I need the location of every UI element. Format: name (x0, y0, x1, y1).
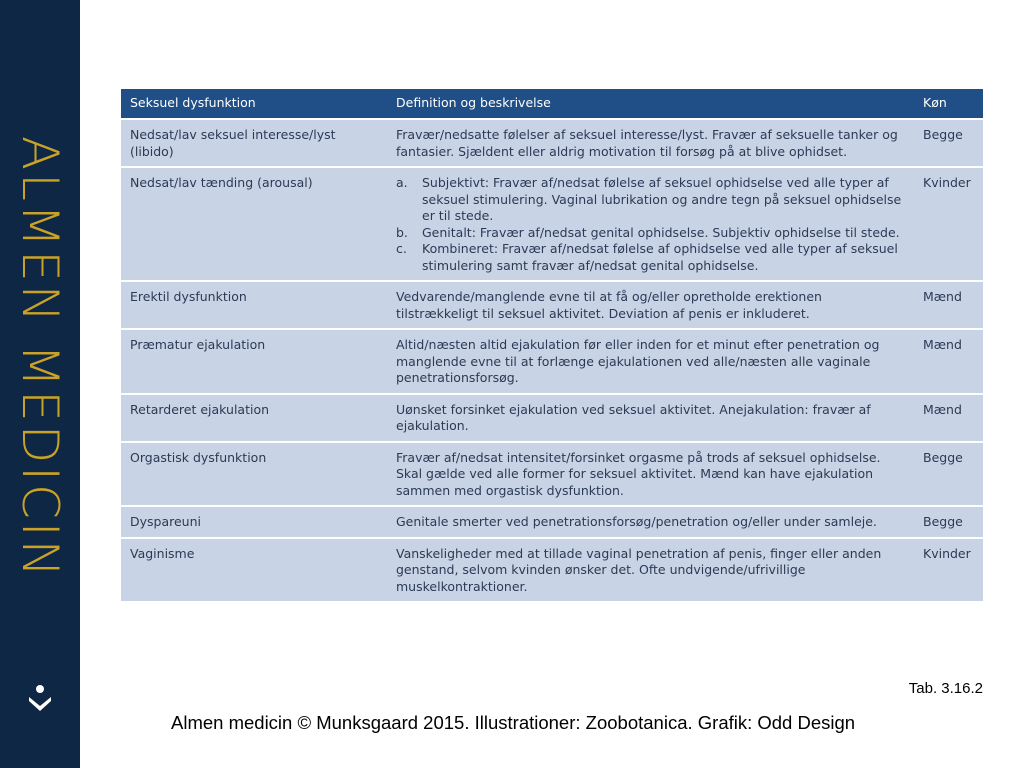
list-marker: c. (396, 241, 407, 256)
cell-definition: Uønsket forsinket ejakulation ved seksuel aktivitet. Anejakulation: fravær af ejakulation. (387, 394, 914, 442)
cell-sex: Mænd (914, 394, 983, 442)
table-row (121, 119, 983, 167)
cell-sex: Mænd (914, 329, 983, 394)
cell-definition: Fravær/nedsatte følelser af seksuel interesse/lyst. Fravær af seksuelle tanker og fantasier. Sjældent eller aldrig motivation til forsøg på at blive ophidset. (387, 119, 914, 167)
table-caption: Tab. 3.16.2 (908, 680, 983, 697)
definition-sublist (396, 175, 905, 274)
cell-dysfunction: Nedsat/lav tænding (arousal) (121, 167, 387, 281)
list-text: Kombineret: Fravær af/nedsat følelse af ophidselse ved alle typer af seksuel stimulering samt fravær af/nedsat genital ophidselse. (422, 241, 898, 273)
cell-sex: Begge (914, 506, 983, 538)
cell-dysfunction: Nedsat/lav seksuel interesse/lyst (libido) (121, 119, 387, 167)
table-header-row (121, 89, 983, 119)
credit-line: Almen medicin © Munksgaard 2015. Illustrationer: Zoobotanica. Grafik: Odd Design (171, 712, 856, 733)
list-marker: b. (396, 224, 408, 240)
header-dysfunction: Seksuel dysfunktion (121, 89, 387, 119)
table-row (121, 506, 983, 538)
table-row (121, 167, 983, 281)
cell-dysfunction: Erektil dysfunktion (121, 281, 387, 329)
table-row (121, 281, 983, 329)
table-row (121, 538, 983, 602)
cell-sex: Begge (914, 119, 983, 167)
cell-definition: Genitale smerter ved penetrationsforsøg/penetration og/eller under samleje. (387, 506, 914, 538)
cell-definition: Vedvarende/manglende evne til at få og/eller opretholde erektionen tilstrækkeligt til seksuel aktivitet. Deviation af penis er inkluderet. (387, 281, 914, 329)
header-sex: Køn (914, 89, 983, 119)
cell-dysfunction: Præmatur ejakulation (121, 329, 387, 394)
cell-definition: Vanskeligheder med at tillade vaginal penetration af penis, finger eller anden genstand, selvom kvinden ønsker det. Ofte undvigende/ufrivillige muskelkontraktioner. (387, 538, 914, 602)
list-text: Genitalt: Fravær af/nedsat genital ophidselse. Subjektiv ophidselse til stede. (422, 224, 900, 240)
table-row (121, 394, 983, 442)
cell-definition (387, 167, 914, 281)
cell-sex: Begge (914, 442, 983, 507)
cell-sex: Kvinder (914, 538, 983, 602)
dysfunction-table (121, 89, 983, 601)
list-item (396, 175, 905, 225)
cell-sex: Mænd (914, 281, 983, 329)
cell-dysfunction: Retarderet ejakulation (121, 394, 387, 442)
list-text: Subjektivt: Fravær af/nedsat følelse af seksuel ophidselse ved alle typer af seksuel stimulering. Vaginal lubrikation og andre tegn på seksuel ophidselse er til stede. (422, 175, 902, 223)
cell-definition: Fravær af/nedsat intensitet/forsinket orgasme på trods af seksuel ophidselse. Skal gælde ved alle former for seksuel aktivitet. Mænd kan have ejakulation sammen med orgastisk dysfunktion. (387, 442, 914, 507)
table-row (121, 442, 983, 507)
cell-sex: Kvinder (914, 167, 983, 281)
brand-title: ALMEN MEDICIN (11, 135, 69, 581)
header-definition: Definition og beskrivelse (387, 89, 914, 119)
cell-dysfunction: Orgastisk dysfunktion (121, 442, 387, 507)
list-marker: a. (396, 175, 408, 190)
list-item (396, 241, 905, 274)
sidebar (0, 0, 80, 768)
list-item (396, 225, 905, 242)
table-row (121, 329, 983, 394)
cell-dysfunction: Vaginisme (121, 538, 387, 602)
cell-dysfunction: Dyspareuni (121, 506, 387, 538)
cell-definition: Altid/næsten altid ejakulation før eller inden for et minut efter penetration og manglende evne til at forlænge ejakulationen ved alle/næsten alle vaginale penetrationsforsøg. (387, 329, 914, 394)
publisher-logo-icon (26, 683, 54, 715)
